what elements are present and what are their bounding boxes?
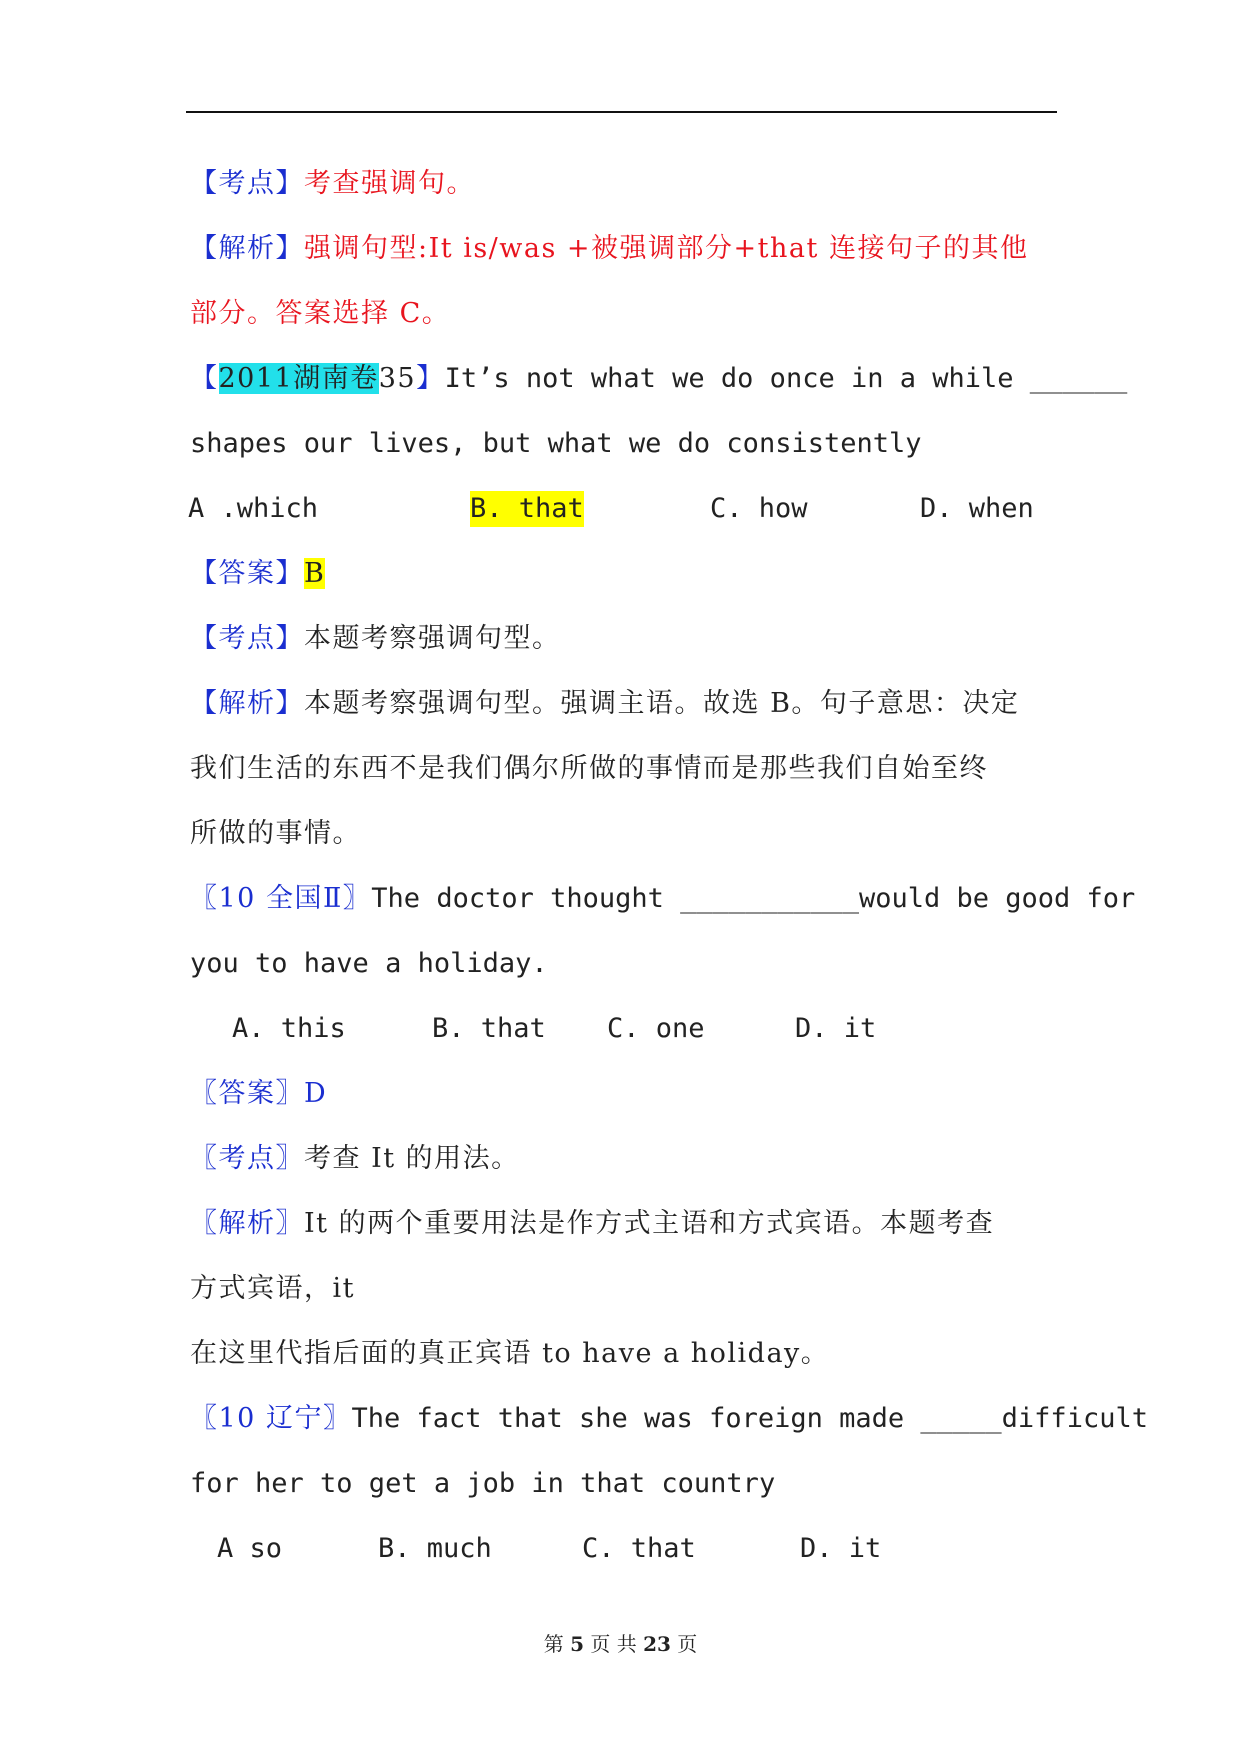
- source-tag: 〖10 全国Ⅱ〗: [190, 883, 372, 914]
- kaodian-tag: 〖考点〗: [190, 1143, 304, 1174]
- question-number: 35: [378, 363, 417, 394]
- kaodian-tag: 【考点】: [190, 168, 304, 199]
- question-3-stem: [190, 881, 1135, 917]
- jiexi-text-cont: 方式宾语，it: [190, 1273, 355, 1304]
- jiexi-text: 本题考察强调句型。强调主语。故选 B。句子意思：决定: [304, 688, 1020, 719]
- page-total: 23: [643, 1632, 671, 1656]
- jiexi-text-cont: 所做的事情。: [190, 818, 361, 849]
- kaodian-tag: 【考点】: [190, 623, 304, 654]
- jiexi-text: It 的两个重要用法是作方式主语和方式宾语。本题考查: [304, 1208, 995, 1239]
- kaodian-line: [190, 1141, 520, 1177]
- stem-text-cont: shapes our lives, but what we do consistently: [190, 428, 922, 459]
- header-rule: [186, 111, 1057, 113]
- option-b: B. much: [378, 1533, 492, 1564]
- jiexi-text-cont: 部分。答案选择 C。: [190, 298, 451, 329]
- page-number: 5: [570, 1632, 584, 1656]
- option-d: D. it: [795, 1013, 877, 1044]
- kaodian-text: 本题考察强调句型。: [304, 623, 561, 654]
- question-2-stem: [190, 361, 1127, 397]
- answer-tag: 〖答案〗: [190, 1078, 304, 1109]
- bracket-open: 【: [190, 363, 219, 394]
- jiexi-line: [190, 231, 1028, 267]
- jiexi-tag: 〖解析〗: [190, 1208, 304, 1239]
- page-footer: [0, 1628, 1241, 1657]
- jiexi-tag: 【解析】: [190, 233, 304, 264]
- jiexi-tag: 【解析】: [190, 688, 304, 719]
- stem-text: The doctor thought ___________would be good for: [371, 883, 1136, 914]
- stem-text-cont: you to have a holiday.: [190, 948, 548, 979]
- kaodian-text: 考查 It 的用法。: [304, 1143, 520, 1174]
- option-a: A. this: [232, 1013, 346, 1044]
- kaodian-text: 考查强调句。: [304, 168, 475, 199]
- option-d: D. when: [920, 493, 1034, 524]
- jiexi-text: 强调句型:It is/was +被强调部分+that 连接句子的其他: [304, 233, 1029, 264]
- option-c: C. how: [710, 493, 808, 524]
- option-a: A so: [217, 1533, 283, 1564]
- stem-text-cont: for her to get a job in that country: [190, 1468, 776, 1499]
- kaodian-line: [190, 166, 475, 202]
- jiexi-line: [190, 1206, 994, 1242]
- stem-text: It’s not what we do once in a while ______: [444, 363, 1128, 394]
- footer-text: 第: [543, 1632, 571, 1656]
- option-c: C. one: [607, 1013, 705, 1044]
- answer-value: D: [304, 1078, 328, 1109]
- jiexi-text-cont: 在这里代指后面的真正宾语 to have a holiday。: [190, 1338, 830, 1369]
- source-tag: 〖10 辽宁〗: [190, 1403, 352, 1434]
- question-4-stem: [190, 1401, 1148, 1437]
- option-b: B. that: [470, 491, 584, 527]
- option-c: C. that: [582, 1533, 696, 1564]
- footer-text: 页: [670, 1632, 698, 1656]
- option-b: B. that: [432, 1013, 546, 1044]
- kaodian-line: [190, 621, 561, 657]
- stem-text: The fact that she was foreign made _____difficult: [351, 1403, 1148, 1434]
- bracket-close: 】: [416, 363, 445, 394]
- jiexi-line: [190, 686, 1019, 722]
- option-a: A .which: [188, 493, 319, 524]
- answer-line: [190, 556, 325, 592]
- footer-text: 页 共: [584, 1632, 644, 1656]
- source-tag: 2011湖南卷: [218, 363, 379, 394]
- answer-value: B: [304, 558, 326, 589]
- answer-tag: 【答案】: [190, 558, 304, 589]
- option-d: D. it: [800, 1533, 882, 1564]
- answer-line: [190, 1076, 327, 1112]
- jiexi-text-cont: 我们生活的东西不是我们偶尔所做的事情而是那些我们自始至终: [190, 753, 988, 784]
